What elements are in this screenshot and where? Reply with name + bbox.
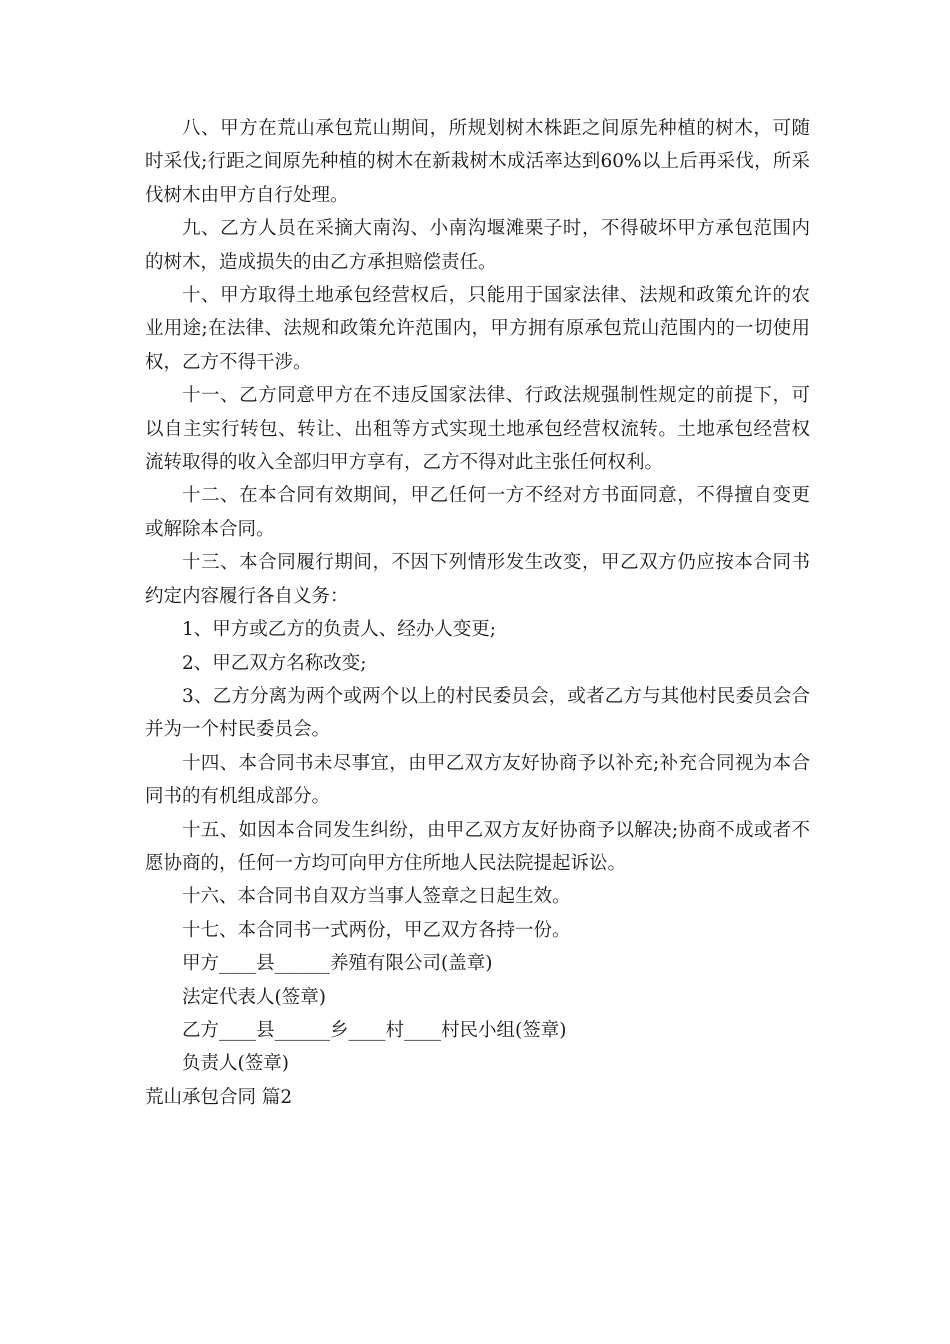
clause-9: 九、乙方人员在采摘大南沟、小南沟堰滩栗子时，不得破坏甲方承包范围内的树木，造成损失的由乙方承担赔偿责任。 <box>145 218 810 273</box>
section-heading: 荒山承包合同 篇2 <box>145 1086 293 1108</box>
clause-14: 十四、本合同书未尽事宜，由甲乙双方友好协商予以补充;补充合同视为本合同书的有机组成部分。 <box>145 752 810 808</box>
document-page <box>145 112 810 1114</box>
clause-15: 十五、如因本合同发生纠纷，由甲乙双方友好协商予以解决;协商不成或者不愿协商的，任何一方均可向甲方住所地人民法院提起诉讼。 <box>145 819 810 874</box>
legal-representative-signature-line: 法定代表人(签章) <box>182 986 326 1008</box>
clause-11: 十一、乙方同意甲方在不违反国家法律、行政法规强制性规定的前提下，可以自主实行转包、转让、出租等方式实现土地承包经营权流转。土地承包经营权流转取得的收入全部归甲方享有，乙方不得对此主张任何权利。 <box>145 385 810 474</box>
clause-13-item-2: 2、甲乙双方名称改变; <box>182 652 367 674</box>
clause-13-item-1: 1、甲方或乙方的负责人、经办人变更; <box>182 619 497 641</box>
party-a-signature-line: 甲方____县______养殖有限公司(盖章) <box>182 953 493 975</box>
clause-13-item-3: 3、乙方分离为两个或两个以上的村民委员会，或者乙方与其他村民委员会合并为一个村民委员会。 <box>145 685 810 741</box>
clause-16: 十六、本合同书自双方当事人签章之日起生效。 <box>182 886 571 908</box>
responsible-person-signature-line: 负责人(签章) <box>182 1053 289 1075</box>
clause-17: 十七、本合同书一式两份，甲乙双方各持一份。 <box>182 919 571 941</box>
clause-10: 十、甲方取得土地承包经营权后，只能用于国家法律、法规和政策允许的农业用途;在法律、法规和政策允许范围内，甲方拥有原承包荒山范围内的一切使用权，乙方不得干涉。 <box>145 285 810 373</box>
clause-12: 十二、在本合同有效期间，甲乙任何一方不经对方书面同意，不得擅自变更或解除本合同。 <box>145 485 810 540</box>
clause-13: 十三、本合同履行期间，不因下列情形发生改变，甲乙双方仍应按本合同书约定内容履行各自义务： <box>145 552 810 607</box>
party-b-signature-line: 乙方____县______乡____村____村民小组(签章) <box>182 1019 567 1041</box>
clause-8: 八、甲方在荒山承包荒山期间，所规划树木株距之间原先种植的树木，可随时采伐;行距之间原先种植的树木在新栽树木成活率达到60%以上后再采伐，所采伐树木由甲方自行处理。 <box>145 118 810 206</box>
